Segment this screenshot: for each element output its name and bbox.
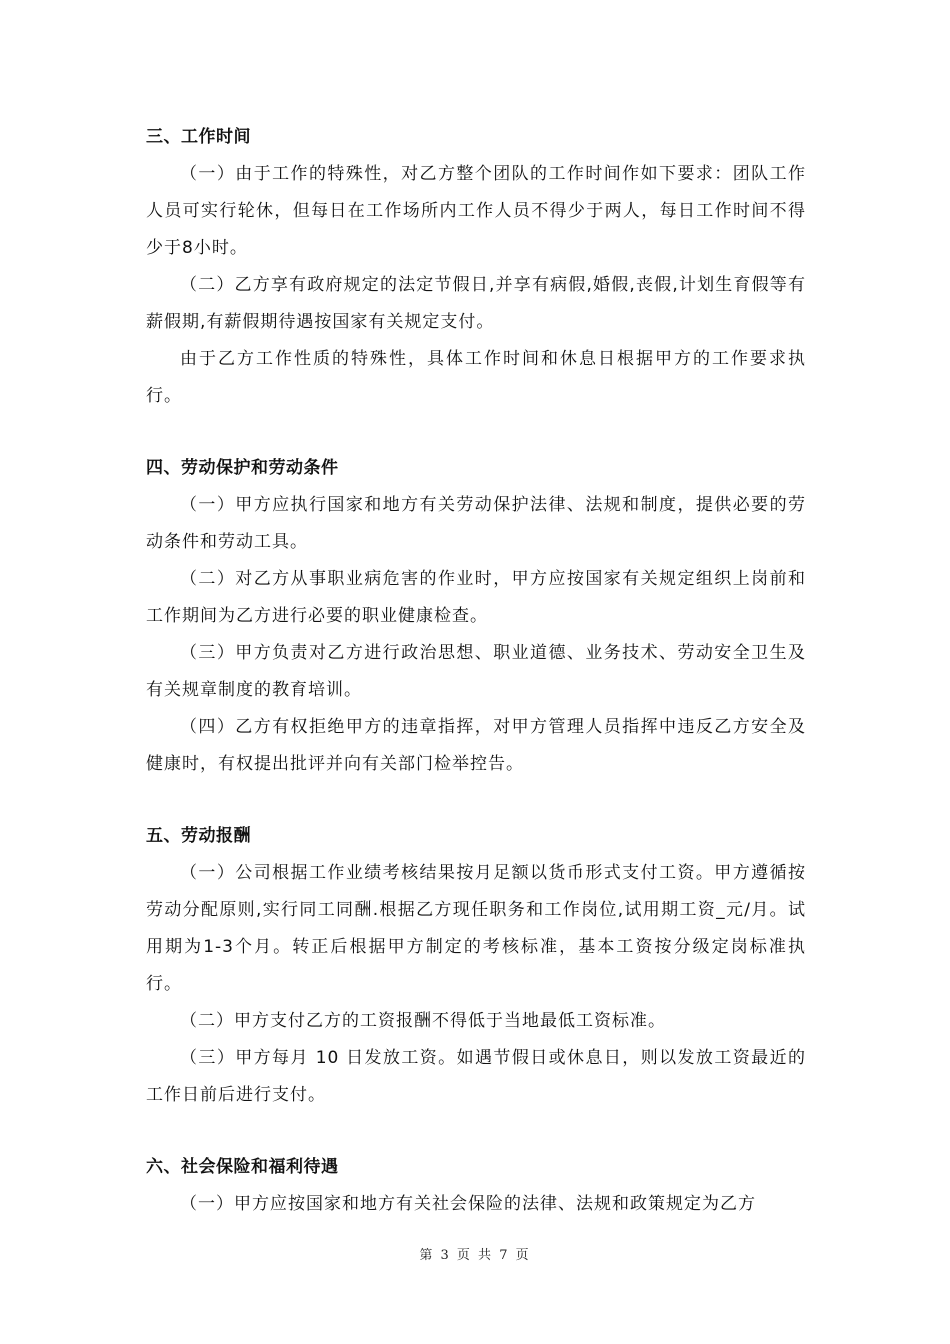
section-heading: 六、社会保险和福利待遇 (146, 1157, 339, 1177)
section-heading: 三、工作时间 (146, 127, 251, 147)
paragraph: （一）甲方应按国家和地方有关社会保险的法律、法规和政策规定为乙方 (180, 1194, 756, 1214)
section-labor-protection (146, 449, 806, 783)
paragraph: （二）甲方支付乙方的工资报酬不得低于当地最低工资标准。 (180, 1011, 666, 1031)
section-social-insurance (146, 1148, 806, 1223)
section-heading: 四、劳动保护和劳动条件 (146, 458, 339, 478)
paragraph: （一）由于工作的特殊性，对乙方整个团队的工作时间作如下要求：团队工作人员可实行轮休，但每日在工作场所内工作人员不得少于两人，每日工作时间不得少于8小时。 (146, 164, 806, 258)
paragraph: （二）乙方享有政府规定的法定节假日,并享有病假,婚假,丧假,计划生育假等有薪假期,有薪假期待遇按国家有关规定支付。 (146, 275, 806, 332)
paragraph: 由于乙方工作性质的特殊性，具体工作时间和休息日根据甲方的工作要求执行。 (146, 349, 806, 406)
paragraph: （四）乙方有权拒绝甲方的违章指挥，对甲方管理人员指挥中违反乙方安全及健康时，有权提出批评并向有关部门检举控告。 (146, 717, 806, 774)
document-body (146, 118, 806, 1223)
paragraph: （三）甲方每月 10 日发放工资。如遇节假日或休息日，则以发放工资最近的工作日前后进行支付。 (146, 1048, 806, 1105)
section-work-hours (146, 118, 806, 415)
paragraph: （一）公司根据工作业绩考核结果按月足额以货币形式支付工资。甲方遵循按劳动分配原则,实行同工同酬.根据乙方现任职务和工作岗位,试用期工资_元/月。试用期为1-3个月。转正后根据甲方制定的考核标准，基本工资按分级定岗标准执行。 (146, 863, 806, 994)
section-heading: 五、劳动报酬 (146, 826, 251, 846)
section-spacer (146, 415, 806, 449)
page-number-footer: 第 3 页 共 7 页 (419, 1248, 531, 1263)
section-spacer (146, 1114, 806, 1148)
paragraph: （三）甲方负责对乙方进行政治思想、职业道德、业务技术、劳动安全卫生及有关规章制度的教育培训。 (146, 643, 806, 700)
paragraph: （一）甲方应执行国家和地方有关劳动保护法律、法规和制度，提供必要的劳动条件和劳动工具。 (146, 495, 806, 552)
section-spacer (146, 783, 806, 817)
paragraph: （二）对乙方从事职业病危害的作业时，甲方应按国家有关规定组织上岗前和工作期间为乙方进行必要的职业健康检查。 (146, 569, 806, 626)
section-remuneration (146, 817, 806, 1114)
